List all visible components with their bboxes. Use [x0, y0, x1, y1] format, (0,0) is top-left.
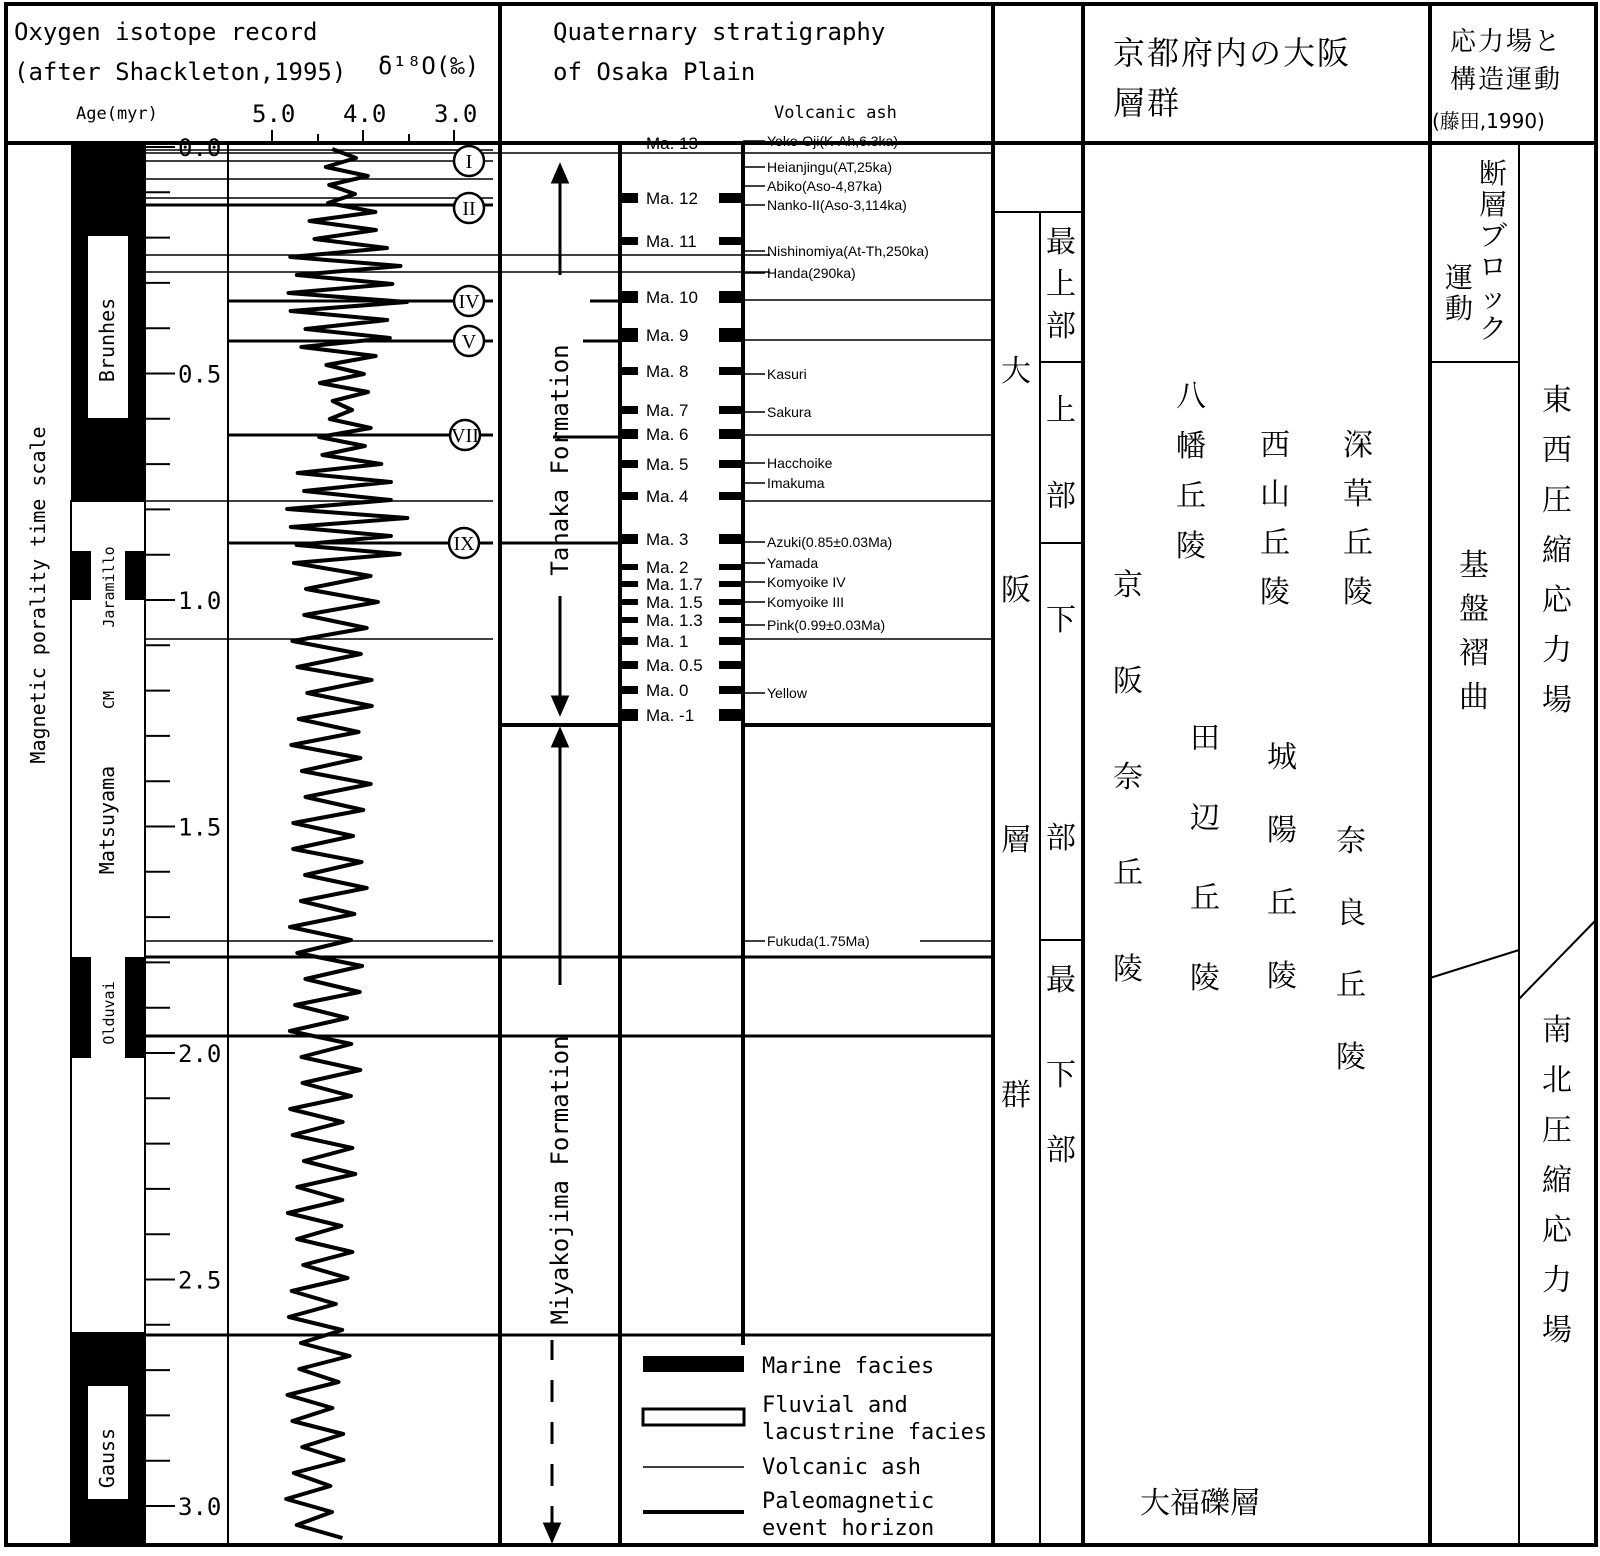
marine-bar-left [622, 617, 638, 623]
ash-imakuma: Imakuma [767, 475, 825, 491]
hill-tanabe-char: 辺 [1190, 801, 1220, 836]
subchron-olduvai: Olduvai [100, 981, 118, 1045]
osaka-sub-upper-char: 上 [1046, 393, 1076, 428]
marine-bar-left [622, 564, 638, 570]
marine-bar-right [719, 637, 741, 645]
marine-bar-left [622, 460, 638, 468]
osaka-group-char: 阪 [1001, 573, 1031, 608]
polarity-axis-label: Magnetic porality time scale [26, 426, 50, 764]
ma-6: Ma. 6 [646, 425, 689, 444]
ew-compression-char: 力 [1542, 633, 1572, 668]
osaka-sub-lowermost-char: 部 [1046, 1133, 1076, 1168]
marine-bar-right [719, 599, 741, 605]
marine-bar-right [719, 534, 741, 544]
hill-yawata-char: 陵 [1176, 529, 1206, 564]
legend-fluvial-swatch [643, 1409, 744, 1425]
marine-bar-left [622, 686, 638, 694]
osaka-sub-upper-char: 部 [1046, 479, 1076, 514]
hill-keihanna-char: 奈 [1113, 760, 1143, 795]
age-label-1-5: 1.5 [178, 813, 222, 842]
hill-nishiyama-char: 西 [1260, 428, 1290, 463]
marine-bar-right [719, 661, 741, 669]
stress-title-2: 構造運動 [1450, 65, 1563, 95]
tectonics-labels [1445, 157, 1573, 1348]
svg-text:IV: IV [458, 291, 480, 313]
hill-nishiyama-char: 陵 [1260, 575, 1290, 610]
daifuku-gravel-label: 大福礫層 [1140, 1486, 1260, 1521]
marine-bar-left [622, 291, 638, 303]
marine-bar-right [719, 492, 741, 500]
marine-bar-right [719, 291, 741, 303]
chron-gauss: Gauss [95, 1427, 119, 1489]
stress-title-3: (藤田,1990) [1432, 109, 1545, 133]
miyakojima-formation-label: Miyakojima Formation [546, 1035, 574, 1325]
fault-block-col2-char: 運 [1444, 261, 1474, 294]
legend-fluvial-1: Fluvial and [762, 1393, 908, 1418]
hill-keihanna-char: 阪 [1113, 664, 1143, 699]
hill-nara-char: 陵 [1336, 1040, 1366, 1075]
ns-compression-char: 北 [1542, 1063, 1572, 1098]
ash-komyoike-iii: Komyoike III [767, 594, 845, 610]
ma-11: Ma. 11 [646, 232, 697, 251]
ma-10: Ma. 10 [646, 288, 698, 307]
hill-joyo-char: 城 [1267, 740, 1297, 775]
isotope-tick-5: 5.0 [252, 100, 296, 128]
basement-fold-char: 褶 [1459, 636, 1489, 671]
legend-marine: Marine facies [762, 1354, 935, 1379]
hill-joyo-char: 陵 [1267, 959, 1297, 994]
marine-bar-left [622, 599, 638, 605]
fault-block-col2-char: 動 [1444, 292, 1474, 325]
svg-text:IX: IX [453, 533, 475, 555]
marine-bar-right [719, 581, 741, 587]
ash-yellow: Yellow [767, 685, 807, 701]
marine-bar-left [622, 406, 638, 414]
isotope-tick-3: 3.0 [434, 100, 478, 128]
hill-fukakusa-char: 丘 [1343, 526, 1373, 561]
isotope-curve [286, 149, 407, 1538]
marine-bar-right [719, 193, 741, 203]
ash-hacchoike: Hacchoike [767, 455, 833, 471]
hill-fukakusa-char: 草 [1343, 477, 1373, 512]
stage-marker-iv [454, 286, 484, 316]
fault-block-col1-char: ブ [1478, 219, 1508, 252]
kyoto-title-1: 京都府内の大阪 [1113, 34, 1352, 72]
ma-2: Ma. 2 [646, 558, 689, 577]
stage-marker-v [454, 326, 484, 356]
marine-bar-left [622, 492, 638, 500]
stage-marker-i [454, 146, 484, 176]
marine-bar-left [622, 709, 638, 721]
marine-bar-right [719, 237, 741, 245]
isotope-stage-markers [449, 146, 484, 558]
fault-block-col1-char: 層 [1478, 188, 1508, 221]
ma-8: Ma. 8 [646, 362, 689, 381]
ma-13: Ma. 13 [646, 134, 698, 153]
osaka-subdivisions [1046, 225, 1076, 1168]
svg-text:II: II [462, 198, 476, 220]
ash-yamada: Yamada [767, 555, 819, 571]
stage-marker-ii [454, 193, 484, 223]
ns-compression-char: 力 [1542, 1263, 1572, 1298]
age-axis-labels [178, 134, 221, 1521]
legend-fluvial-2: lacustrine facies [762, 1420, 988, 1445]
osaka-sub-uppermost-char: 最 [1046, 225, 1076, 260]
marine-bar-right [719, 328, 741, 342]
legend-paleo-1: Paleomagnetic [762, 1489, 935, 1514]
hill-tanabe-char: 丘 [1190, 881, 1220, 916]
ew-compression-char: 縮 [1542, 533, 1572, 568]
legend [643, 1354, 987, 1541]
hill-yawata-char: 幡 [1176, 429, 1206, 464]
hill-yawata-char: 丘 [1176, 479, 1206, 514]
fault-block-col1-char: ッ [1478, 281, 1508, 314]
age-axis-ticks [145, 147, 175, 1506]
ash-sakura: Sakura [767, 404, 812, 420]
svg-text:I: I [465, 151, 473, 173]
hill-joyo-char: 丘 [1267, 886, 1297, 921]
hill-nishiyama-char: 山 [1260, 477, 1290, 512]
ma-minus-1: Ma. -1 [646, 706, 695, 725]
ew-compression-char: 場 [1542, 683, 1572, 718]
ma-3: Ma. 3 [646, 530, 689, 549]
ew-compression-char: 東 [1542, 383, 1572, 418]
osaka-sub-lowermost-char: 下 [1046, 1058, 1076, 1093]
marine-bar-right [719, 406, 741, 414]
stress-title-1: 応力場と [1450, 27, 1563, 57]
hill-fukakusa-char: 陵 [1343, 575, 1373, 610]
osaka-sub-lower-char: 部 [1046, 821, 1076, 856]
marine-bar-right [719, 460, 741, 468]
basement-fold-char: 基 [1459, 548, 1489, 583]
isotope-tick-4: 4.0 [343, 100, 387, 128]
stage-marker-vii [450, 420, 480, 450]
age-label-2-5: 2.5 [178, 1266, 222, 1295]
marine-bar-right [719, 617, 741, 623]
marine-bar-right [719, 141, 741, 145]
legend-marine-swatch [643, 1356, 744, 1372]
marine-bar-right [719, 429, 741, 439]
hill-joyo-char: 陽 [1267, 813, 1297, 848]
osaka-group-label [1001, 354, 1031, 1113]
strat-title-1: Quaternary stratigraphy [553, 18, 886, 46]
chron-matsuyama: Matsuyama [95, 765, 119, 875]
osaka-sub-uppermost-char: 部 [1046, 309, 1076, 344]
volcanic-ash-header: Volcanic ash [774, 103, 897, 123]
basement-fold-char: 盤 [1459, 592, 1489, 627]
marine-bar-right [719, 709, 741, 721]
ew-compression-char: 応 [1542, 583, 1572, 618]
marine-bar-left [622, 141, 638, 145]
ma-1: Ma. 1 [646, 632, 689, 651]
volcanic-ash-labels [767, 133, 929, 949]
marine-bar-right [719, 686, 741, 694]
hill-yawata-char: 八 [1176, 379, 1206, 414]
subchron-cm: CM [100, 690, 118, 710]
age-label-0: 0.0 [178, 134, 222, 162]
ash-heianjingu: Heianjingu(AT,25ka) [767, 159, 893, 175]
subchron-jaramillo: Jaramillo [100, 546, 118, 628]
ew-compression-char: 圧 [1542, 483, 1572, 518]
oxygen-title: Oxygen isotope record [14, 18, 318, 46]
ash-kasuri: Kasuri [767, 366, 807, 382]
chron-brunhes: Brunhes [95, 297, 119, 383]
ew-compression-char: 西 [1542, 433, 1572, 468]
osaka-group-char: 層 [1001, 823, 1031, 858]
age-label-1-0: 1.0 [178, 587, 222, 615]
ns-compression-char: 南 [1542, 1013, 1572, 1048]
ash-nanko-ii: Nanko-II(Aso-3,114ka) [767, 197, 907, 213]
marine-bar-left [622, 661, 638, 669]
hill-nara-char: 奈 [1336, 824, 1366, 859]
ns-compression-char: 縮 [1542, 1163, 1572, 1198]
ash-abiko: Abiko(Aso-4,87ka) [767, 178, 883, 194]
age-label-2-0: 2.0 [178, 1040, 222, 1068]
marine-bar-left [622, 581, 638, 587]
legend-paleo-2: event horizon [762, 1516, 935, 1541]
marine-bar-left [622, 328, 638, 342]
hill-fukakusa-char: 深 [1343, 428, 1373, 463]
ma-12: Ma. 12 [646, 189, 698, 208]
kyoto-hills [1113, 379, 1373, 1075]
age-label-3-0: 3.0 [178, 1493, 222, 1521]
svg-text:VII: VII [451, 425, 479, 447]
ash-nishinomiya: Nishinomiya(At-Th,250ka) [767, 243, 929, 259]
hill-keihanna-char: 陵 [1113, 952, 1143, 987]
hill-nara-char: 丘 [1336, 968, 1366, 1003]
age-label-0-5: 0.5 [178, 360, 222, 389]
marine-bar-left [622, 637, 638, 645]
ns-compression-char: 圧 [1542, 1113, 1572, 1148]
marine-bar-left [622, 237, 638, 245]
ns-compression-char: 応 [1542, 1213, 1572, 1248]
ash-handa: Handa(290ka) [767, 265, 856, 281]
hill-tanabe-char: 陵 [1190, 961, 1220, 996]
marine-bar-right [719, 564, 741, 570]
ma-4: Ma. 4 [646, 487, 689, 506]
tanaka-formation-label: Tanaka Formation [546, 344, 574, 576]
ma-7: Ma. 7 [646, 401, 689, 420]
osaka-sub-lower-char: 下 [1046, 603, 1076, 638]
kyoto-title-2: 層群 [1113, 84, 1182, 122]
stage-marker-ix [449, 528, 479, 558]
age-label: Age(myr) [76, 104, 158, 124]
fault-block-col1-char: ロ [1478, 250, 1508, 283]
marine-bar-left [622, 534, 638, 544]
osaka-sub-uppermost-char: 上 [1046, 267, 1076, 302]
marine-bar-left [622, 429, 638, 439]
marine-bar-right [719, 367, 741, 375]
ash-pink: Pink(0.99±0.03Ma) [767, 617, 886, 633]
hill-nishiyama-char: 丘 [1260, 526, 1290, 561]
volcanic-ash-ticks [743, 141, 765, 941]
ma-1-3: Ma. 1.3 [646, 611, 703, 630]
svg-text:V: V [461, 331, 477, 353]
fault-block-col1-char: 断 [1478, 157, 1508, 190]
marine-bar-left [622, 193, 638, 203]
legend-ash: Volcanic ash [762, 1455, 921, 1480]
marine-bar-left [622, 367, 638, 375]
marine-clay-labels [646, 134, 703, 725]
oxygen-source: (after Shackleton,1995) [14, 58, 347, 86]
hill-tanabe-char: 田 [1190, 721, 1220, 756]
ash-azuki: Azuki(0.85±0.03Ma) [767, 534, 893, 550]
ash-yoko-oji: Yoko-Oji(K-Ah,6.3ka) [767, 133, 898, 149]
ash-fukuda: Fukuda(1.75Ma) [767, 933, 870, 949]
ma-1-5: Ma. 1.5 [646, 593, 703, 612]
fault-block-col1-char: ク [1478, 312, 1508, 345]
hill-keihanna-char: 京 [1113, 568, 1143, 603]
strat-title-2: of Osaka Plain [553, 58, 756, 86]
osaka-group-char: 群 [1001, 1078, 1031, 1113]
osaka-group-char: 大 [1001, 354, 1031, 389]
ma-9: Ma. 9 [646, 326, 689, 345]
delta-label: δ¹⁸O(‰) [378, 52, 480, 80]
hill-keihanna-char: 丘 [1113, 856, 1143, 891]
ash-komyoike-iv: Komyoike IV [767, 574, 846, 590]
ma-0: Ma. 0 [646, 681, 689, 700]
ns-compression-char: 場 [1542, 1313, 1572, 1348]
outer-frame [6, 4, 1596, 1545]
ma-1-7: Ma. 1.7 [646, 575, 703, 594]
hill-nara-char: 良 [1336, 896, 1366, 931]
ma-0-5: Ma. 0.5 [646, 656, 703, 675]
basement-fold-char: 曲 [1459, 680, 1489, 715]
osaka-sub-lowermost-char: 最 [1046, 963, 1076, 998]
ma-5: Ma. 5 [646, 455, 689, 474]
